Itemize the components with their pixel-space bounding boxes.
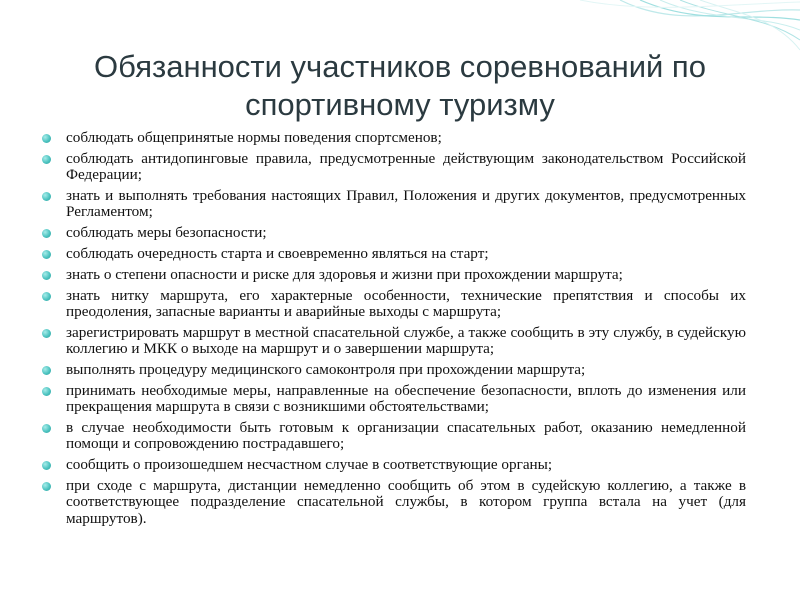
list-item-text: знать нитку маршрута, его характерные особенности, технические препятствия и способы их преодоления, запасные варианты и аварийные выходы с маршрута; — [66, 286, 746, 320]
bullet-icon — [42, 250, 51, 259]
list-item — [42, 267, 746, 283]
list-item-text: соблюдать меры безопасности; — [66, 224, 267, 242]
list-item — [42, 362, 746, 378]
bullet-icon — [42, 366, 51, 375]
list-item-text: соблюдать очередность старта и своевременно являться на старт; — [66, 245, 489, 262]
list-item — [42, 225, 746, 241]
list-item-text: соблюдать общепринятые нормы поведения спортсменов; — [66, 129, 442, 146]
list-item — [42, 288, 746, 321]
bullet-icon — [42, 271, 51, 280]
bullet-icon — [42, 424, 51, 433]
list-item — [42, 188, 746, 221]
list-item — [42, 420, 746, 453]
duties-list — [42, 130, 746, 532]
bullet-icon — [42, 292, 51, 301]
list-item — [42, 457, 746, 473]
list-item-text: при сходе с маршрута, дистанции немедленно сообщить об этом в судейскую коллегию, а также в соответствующее подразделение спасательной службы, в котором группа встала на учет (для маршрутов). — [66, 477, 746, 527]
list-item-text: принимать необходимые меры, направленные на обеспечение безопасности, вплоть до изменения или прекращения маршрута в связи с возникшими обстоятельствами; — [66, 381, 746, 416]
bullet-icon — [42, 192, 51, 201]
bullet-icon — [42, 155, 51, 164]
list-item — [42, 246, 746, 262]
list-item-text: выполнять процедуру медицинского самоконтроля при прохождении маршрута; — [66, 361, 586, 378]
list-item-text: в случае необходимости быть готовым к организации спасательных работ, оказанию немедленной помощи и сопровождению пострадавшего; — [66, 419, 746, 453]
list-item — [42, 130, 746, 146]
list-item-text: зарегистрировать маршрут в местной спасательной службе, а также сообщить в эту службу, в судейскую коллегию и МКК о выходе на маршрут и о завершении маршрута; — [66, 323, 746, 358]
bullet-icon — [42, 461, 51, 470]
list-item — [42, 151, 746, 184]
list-item — [42, 478, 746, 527]
list-item-text: знать о степени опасности и риске для здоровья и жизни при прохождении маршрута; — [66, 265, 623, 283]
bullet-icon — [42, 134, 51, 143]
list-item-text: сообщить о произошедшем несчастном случае в соответствующие органы; — [66, 456, 553, 474]
bullet-icon — [42, 387, 51, 396]
list-item — [42, 383, 746, 416]
list-item-text: соблюдать антидопинговые правила, предусмотренные действующим законодательством Российской Федерации; — [66, 149, 746, 184]
bullet-icon — [42, 229, 51, 238]
list-item — [42, 325, 746, 358]
list-item-text: знать и выполнять требования настоящих Правил, Положения и других документов, предусмотренных Регламентом; — [66, 187, 746, 221]
bullet-icon — [42, 329, 51, 338]
bullet-icon — [42, 482, 51, 491]
slide-title: Обязанности участников соревнований по спортивному туризму — [94, 49, 706, 122]
